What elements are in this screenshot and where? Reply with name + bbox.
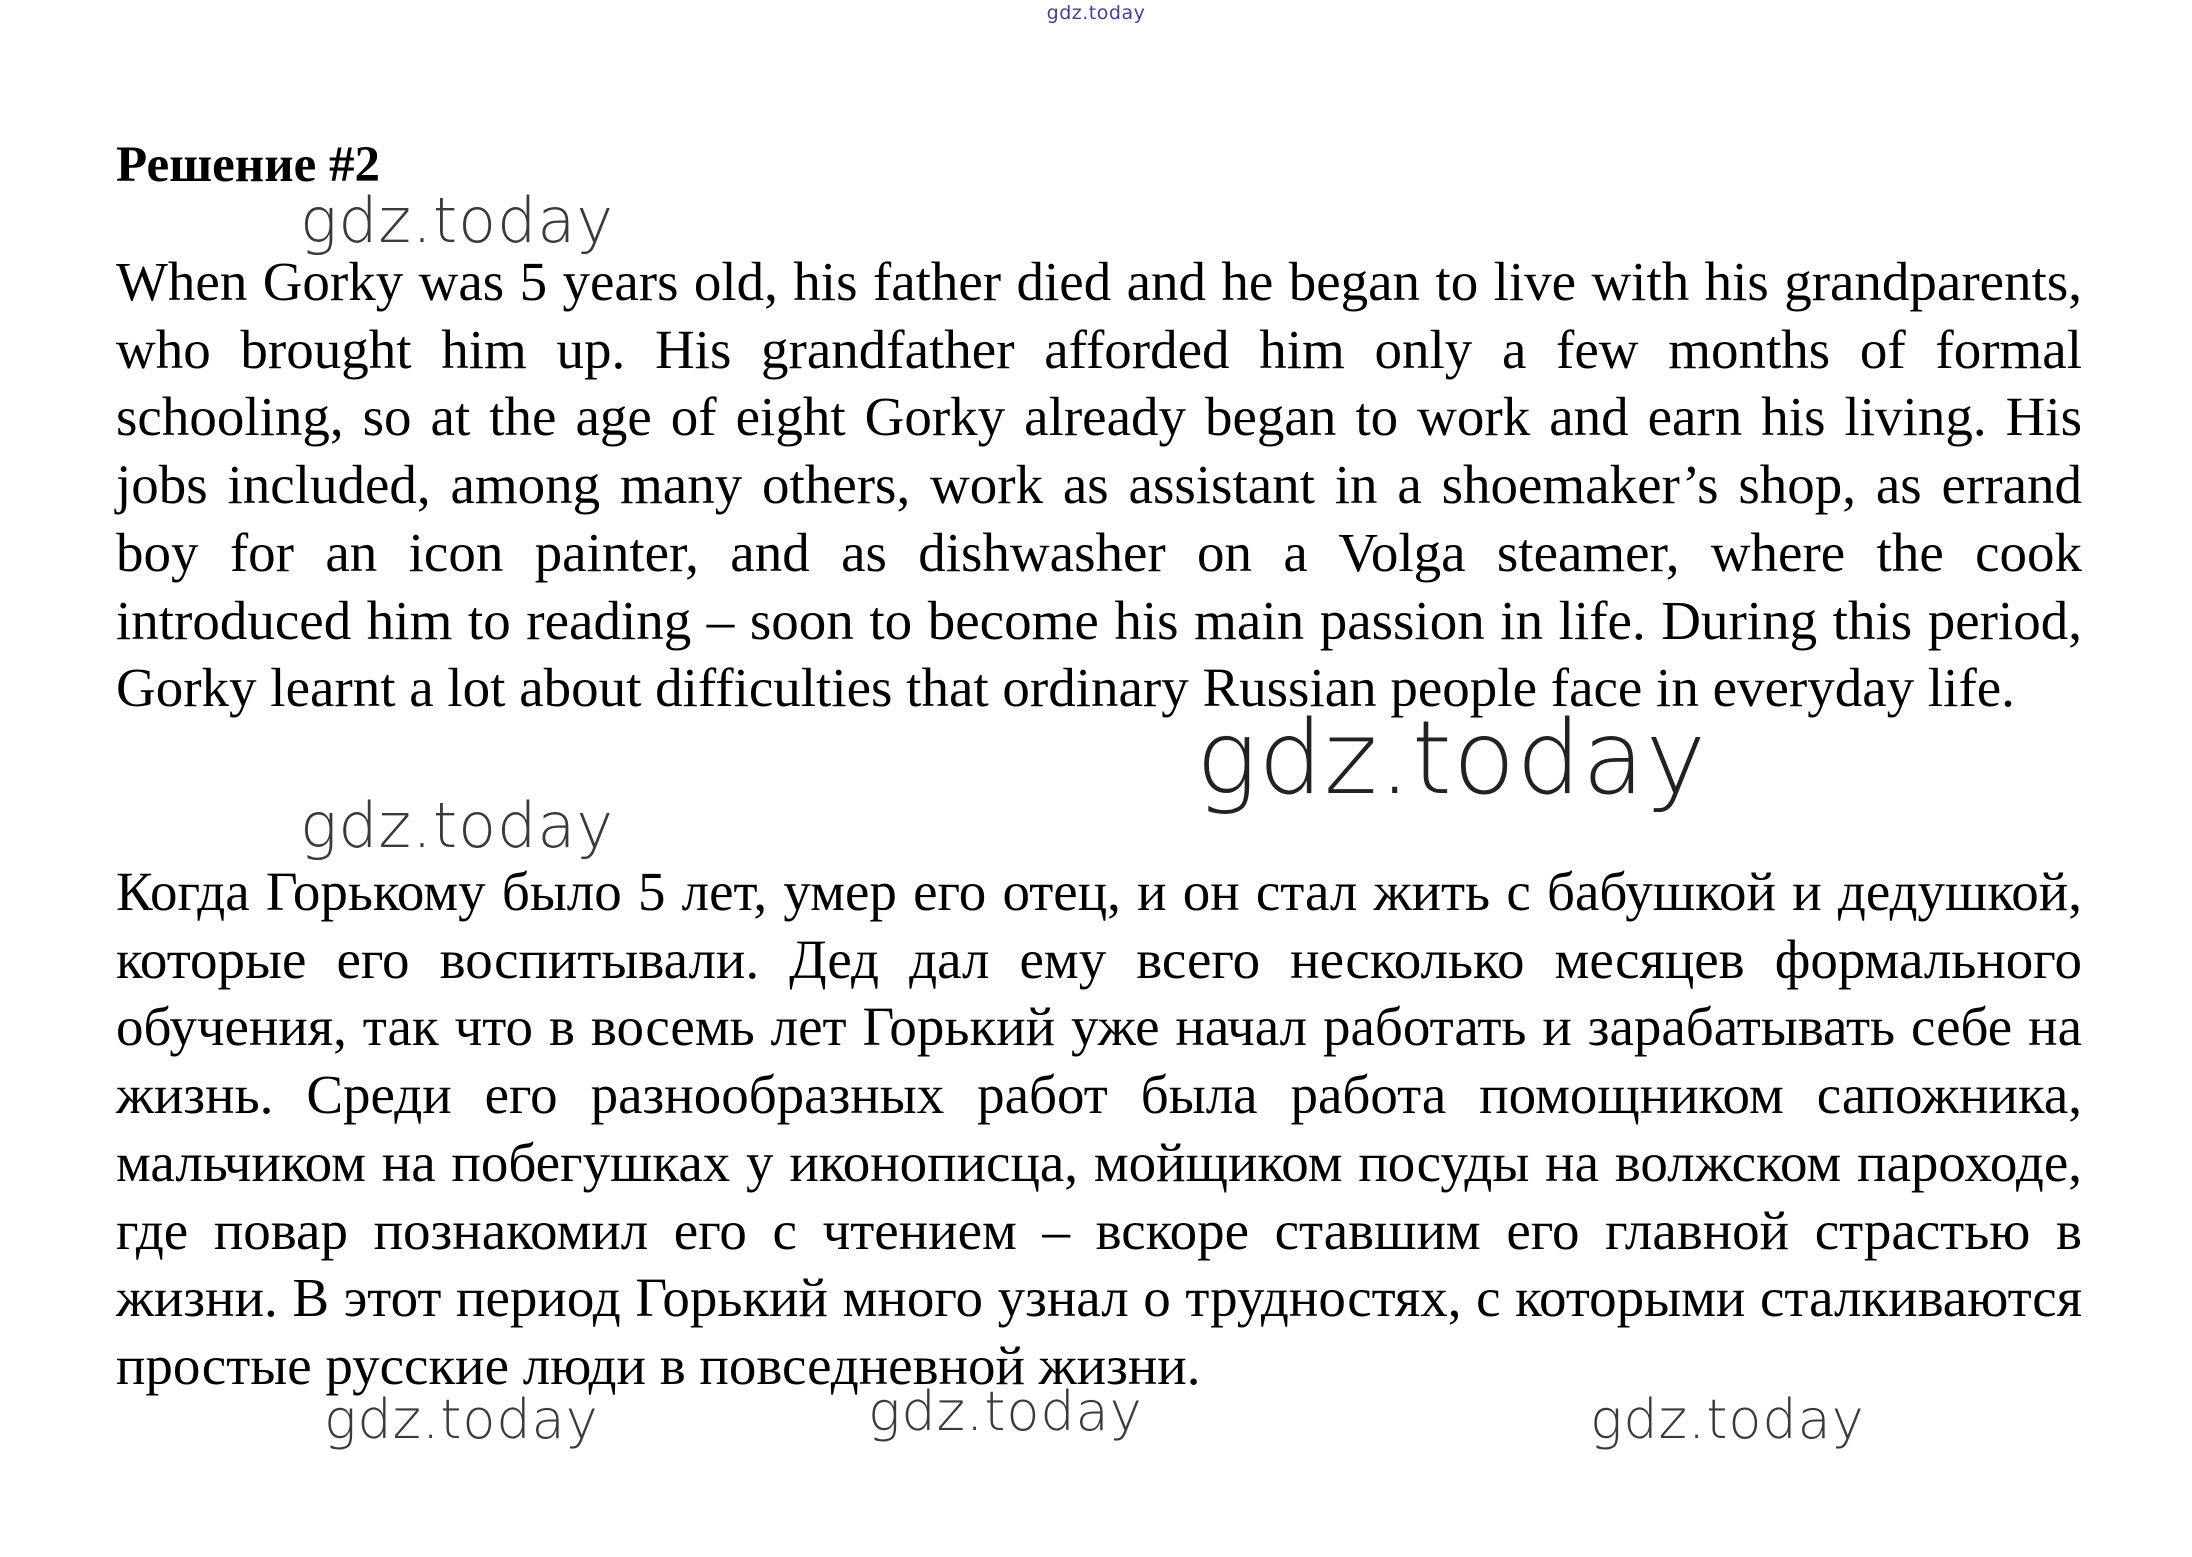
watermark-large: gdz.today: [1196, 699, 1707, 818]
watermark: gdz.today: [1590, 1388, 1865, 1451]
site-label-top: gdz.today: [1046, 2, 1146, 24]
watermark: gdz.today: [300, 184, 615, 257]
english-paragraph: When Gorky was 5 years old, his father died and he began to live with his grandparents, who brought him up. His grandfather afforded him only a few months of formal schooling, so at the age of eight Gorky already began to work and earn his living. His jobs included, among many others, work as assistant in a shoemaker’s shop, as errand boy for an icon painter, and as dishwasher on a Volga steamer, where the cook introduced him to reading – soon to become his main passion in life. During this period, Gorky learnt a lot about difficulties that ordinary Russian people face in everyday life.: [116, 251, 2082, 719]
solution-heading: Решение #2: [116, 137, 380, 193]
watermark: gdz.today: [300, 789, 615, 862]
russian-paragraph: Когда Горькому было 5 лет, умер его отец, и он стал жить с бабушкой и дедушкой, которые его воспитывали. Дед дал ему всего несколько месяцев формального обучения, так что в восемь лет Горький уже начал работать и зарабатывать себе на жизнь. Среди его разнообразных работ была работа помощником сапожника, мальчиком на побегушках у иконописца, мойщиком посуды на волжском пароходе, где повар познакомил его с чтением – вскоре ставшим его главной страстью в жизни. В этот период Горький много узнал о трудностях, с которыми сталкиваются простые русские люди в повседневной жизни.: [116, 861, 2082, 1396]
watermark: gdz.today: [324, 1388, 599, 1451]
watermark: gdz.today: [868, 1380, 1143, 1443]
